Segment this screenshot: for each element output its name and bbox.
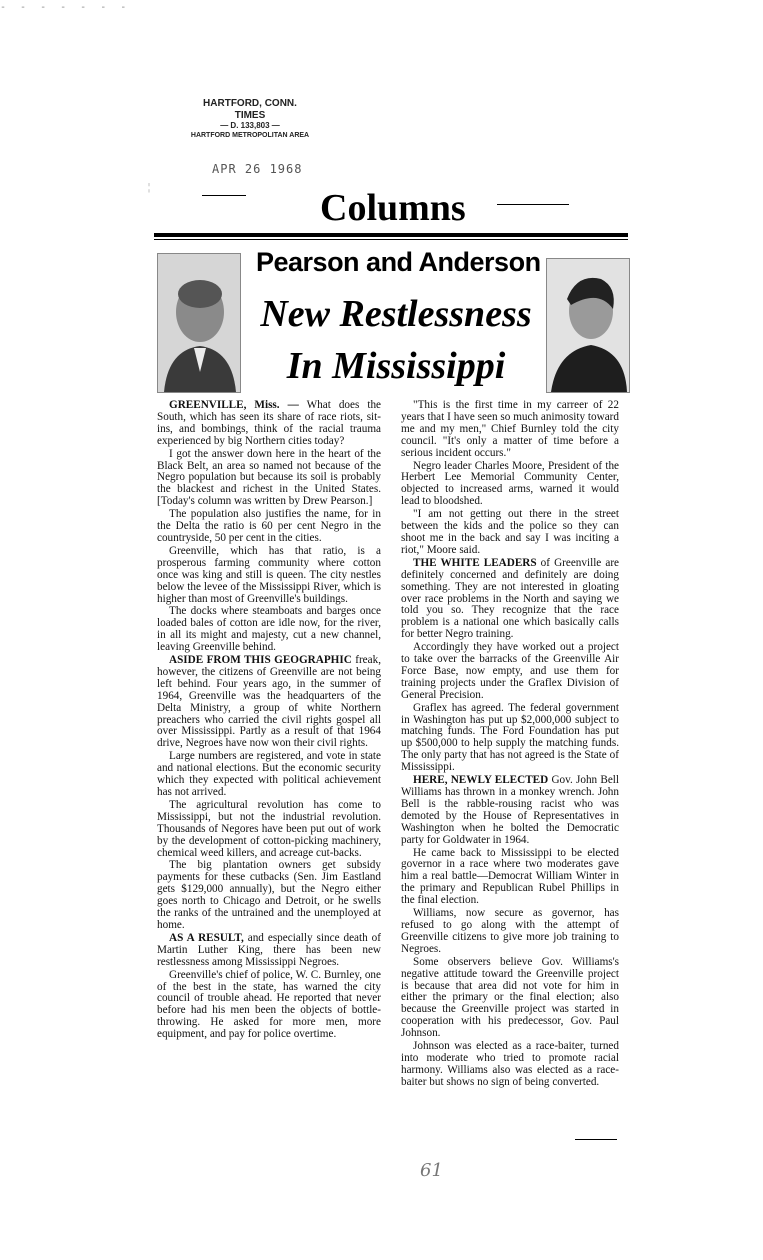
paragraph-text: Johnson was elected as a race-baiter, turned into moderate who tried to promote racial harmony. Williams also was elected as a race-baiter but shows no sign of being converted. — [401, 1040, 619, 1088]
paragraph-lead: THE WHITE LEADERS — [413, 556, 537, 569]
paragraph-text: The population also justifies the name, for in the Delta the ratio is 60 per cent Negro in the countryside, 50 per cent in the cities. — [157, 508, 381, 544]
paragraph-text: freak, however, the citizens of Greenville are not being left behind. Four years ago, in the summer of 1964, Greenville was the headquarters of the Delta Ministry, a group of white Northern preachers who carried the civil rights gospel all over Mississippi. Partly as a result of that 1964 drive, Negroes have now won their civil rights. — [157, 654, 381, 750]
paragraph-text: Williams, now secure as governor, has refused to go along with the attempt of Greenville citizens to give more job training to Negroes. — [401, 907, 619, 955]
date-stamp: APR 26 1968 — [212, 162, 303, 176]
article-paragraph — [157, 655, 381, 750]
paragraph-text: Greenville, which has that ratio, is a prosperous farming community where cotton once was king and still is queen. The city nestles below the levee of the Mississippi River, which is higher than most of Greenville's buildings. — [157, 544, 381, 605]
article-paragraph — [157, 800, 381, 860]
article-paragraph — [401, 461, 619, 509]
paragraph-lead: HERE, NEWLY ELECTED — [413, 774, 549, 787]
article-paragraph — [401, 848, 619, 908]
page-number: 61 — [420, 1160, 443, 1181]
scan-edge-marks: - - - - - - - — [0, 2, 131, 13]
paragraph-text: of Greenville are definitely concerned and definitely are doing something. They are not interested in gloating over race problems in the North and saying we told you so. They recognize that the race problem is a national one which basically calls for better Negro training. — [401, 556, 620, 641]
paragraph-text: Some observers believe Gov. Williams's negative attitude toward the Greenville project is because that area did not vote for him in either the primary or the final election; also because the Greenville project was started in cooperation with his predecessor, Gov. Paul Johnson. — [401, 955, 619, 1040]
article-paragraph — [401, 558, 619, 641]
margin-mark: ¦ — [148, 182, 151, 193]
paragraph-lead: ASIDE FROM THIS GEOGRAPHIC — [169, 654, 352, 667]
article-paragraph — [157, 933, 381, 969]
paragraph-text: Graflex has agreed. The federal government in Washington has put up $2,000,000 subject to matching funds. The Ford Foundation has put up $500,000 to help supply the matching funds. The only party that has not agreed is the State of Mississippi. — [401, 701, 619, 774]
paragraph-text: The docks where steamboats and barges once loaded bales of cotton are idle now, for the river, in all its might and majesty, cut a new channel, leaving Greenville behind. — [157, 605, 381, 654]
paper-location: HARTFORD, CONN. — [203, 98, 297, 109]
columnist-photo-right — [546, 258, 630, 393]
article-paragraph — [401, 957, 619, 1040]
paragraph-text: I got the answer down here in the heart of the Black Belt, an area so named not because of the Negro population but because its soil is probably the blackest and richest in the United States. [Today's column was written by Drew Pearson.] — [157, 447, 381, 508]
article-column-right — [401, 400, 619, 1090]
article-paragraph — [157, 970, 381, 1041]
end-rule — [575, 1139, 617, 1140]
decor-rule-right — [497, 204, 569, 205]
article-paragraph — [157, 546, 381, 606]
article-paragraph — [157, 751, 381, 799]
article-column-left — [157, 400, 381, 1042]
paragraph-text: and especially since death of Martin Luther King, there has been new restlessness among Mississippi Negroes. — [157, 931, 382, 968]
headline-line-1: New Restlessness — [260, 293, 532, 335]
byline: Pearson and Anderson — [256, 247, 541, 277]
paragraph-text: Negro leader Charles Moore, President of the Herbert Lee Memorial Community Center, objected to increased arms, warned it would lead to bloodshed. — [401, 459, 619, 508]
clipping-header — [170, 98, 330, 141]
article-paragraph — [157, 449, 381, 509]
article-paragraph — [157, 860, 381, 931]
heavy-rule — [154, 233, 628, 237]
columnist-photo-left — [157, 253, 241, 393]
article-paragraph — [401, 908, 619, 956]
article-paragraph — [157, 400, 381, 448]
circulation: — D. 133,803 — — [220, 121, 280, 130]
paragraph-text: The big plantation owners get subsidy payments for these cutbacks (Sen. Jim Eastland gets $129,000 annually), but the Negro either goes north to Chicago and Detroit, or he swells the ranks of the untrained and the unemployed at home. — [157, 859, 381, 931]
article-paragraph — [401, 775, 619, 846]
article-paragraph — [401, 400, 619, 460]
paragraph-text: Large numbers are registered, and vote in state and national elections. But the economic security which they expected with political achievement has not arrived. — [157, 750, 381, 798]
metro-area: HARTFORD METROPOLITAN AREA — [190, 132, 310, 139]
headline-line-2: In Mississippi — [286, 345, 506, 387]
article-paragraph — [157, 606, 381, 654]
paragraph-text: Gov. John Bell Williams has thrown in a monkey wrench. John Bell is the rabble-rousing racist who was demoted by the House of Representatives in Washington when he bolted the Democratic party for Goldwater in 1964. — [401, 774, 619, 846]
paragraph-text: Greenville's chief of police, W. C. Burnley, one of the best in the state, has warned the city council of trouble ahead. He reported that never before had his men been the objects of bottle-throwing. He asked for more men, more equipment, and pay for police overtime. — [157, 968, 381, 1041]
paragraph-text: The agricultural revolution has come to Mississippi, but not the industrial revolution. Thousands of Negores have been put out of work by the development of cotton-picking machinery, chemical weed killers, and acreage cut-backs. — [157, 798, 381, 859]
paragraph-lead: GREENVILLE, Miss. — — [169, 399, 299, 411]
article-paragraph — [401, 703, 619, 774]
thin-rule — [154, 239, 628, 240]
article-paragraph — [401, 1041, 619, 1089]
paragraph-text: What does the South, which has seen its share of race riots, sit-ins, and bombings, think of the racial trauma experienced by big Northern cities today? — [157, 399, 382, 447]
paper-name: TIMES — [234, 110, 266, 121]
paragraph-text: "I am not getting out there in the street between the kids and the police so they can shoot me in the back and say I was inciting a riot," Moore said. — [401, 508, 619, 556]
paragraph-text: Accordingly they have worked out a project to take over the barracks of the Greenville Air Force Base, now empty, and use them for training projects under the Graflex Division of General Precision. — [401, 641, 619, 701]
paragraph-text: He came back to Mississippi to be elected governor in a race where two moderates gave him a real battle—Democrat William Winter in the primary and Republican Rubel Phillips in the final election. — [401, 846, 619, 907]
paragraph-text: "This is the first time in my carreer of 22 years that I have seen so much animosity toward me and my men," Chief Burnley told the city council. "It's only a matter of time before a serious incident occurs." — [401, 399, 619, 459]
paragraph-lead: AS A RESULT, — [169, 931, 244, 944]
article-paragraph — [157, 509, 381, 545]
article-paragraph — [401, 642, 619, 702]
section-title: Columns — [320, 187, 466, 229]
article-paragraph — [401, 509, 619, 557]
decor-rule-left — [202, 195, 246, 196]
